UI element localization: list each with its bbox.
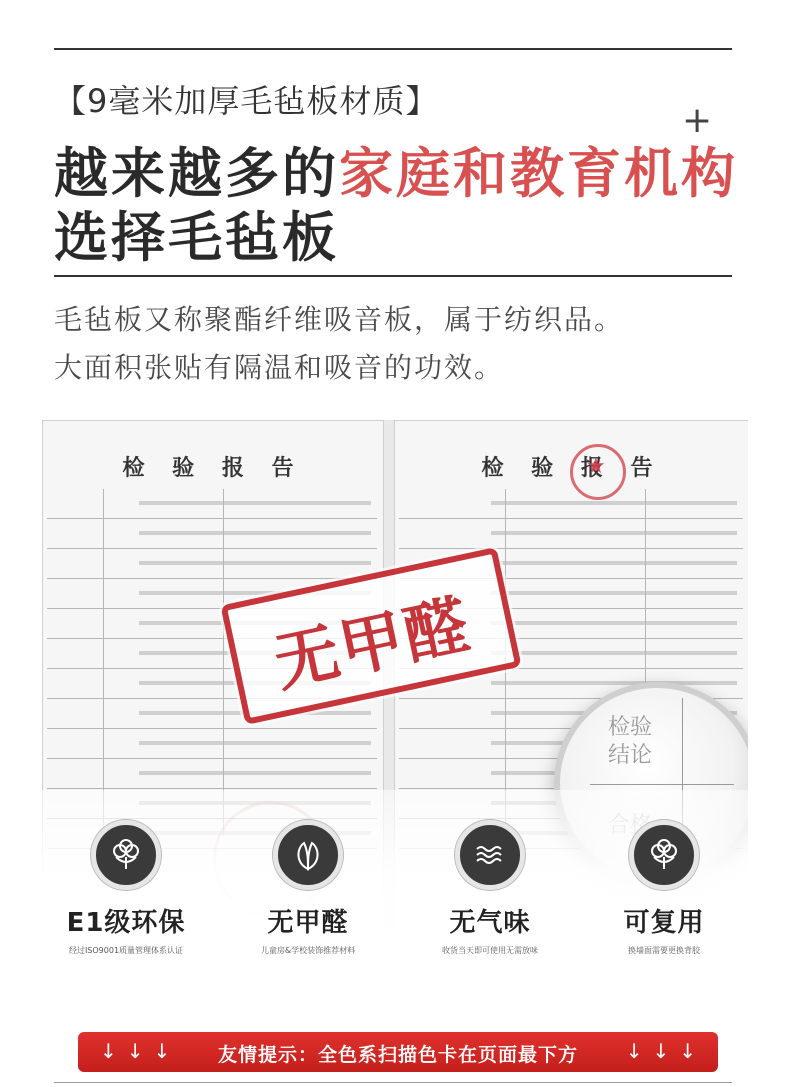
table-row — [47, 549, 377, 579]
headline-red-text: 家庭和教育机构 — [339, 141, 738, 205]
table-row — [399, 489, 743, 519]
headline-line-2: 选择毛毡板 — [54, 205, 339, 269]
feature-label: 无甲醛 — [267, 908, 349, 938]
tip-text: 友情提示：全色系扫描色卡在页面最下方 — [217, 1044, 578, 1066]
table-row — [47, 759, 377, 789]
waves-icon — [455, 820, 525, 890]
feature-sub: 换墙面需要更换背胶 — [628, 946, 700, 955]
middle-rule — [54, 275, 732, 277]
feature-item-no-formaldehyde — [224, 820, 392, 956]
table-row — [399, 519, 743, 549]
feature-label: 可复用 — [623, 908, 705, 938]
table-row — [47, 729, 377, 759]
description-line-1: 毛毡板又称聚酯纤维吸音板，属于纺织品。 — [54, 303, 625, 336]
down-arrows-icon: ↓↓↓ — [625, 1039, 706, 1063]
feature-list — [42, 820, 748, 970]
magnifier-label-line-1: 检验 — [608, 715, 653, 740]
feature-sub: 收货当天即可使用无需放味 — [442, 946, 538, 955]
top-rule — [54, 48, 732, 50]
cotton-icon — [629, 820, 699, 890]
feature-item-no-odor — [406, 820, 574, 956]
magnifier-label-line-2: 结论 — [608, 743, 653, 768]
headline-line-1 — [54, 141, 738, 205]
feature-item-e1 — [42, 820, 210, 956]
headline-black-text: 越来越多的 — [54, 141, 339, 205]
report-title-right: 检 验 报 告 — [481, 455, 663, 481]
feature-sub: 经过ISO9001质量管理体系认证 — [68, 946, 184, 955]
magnifier-grid-line — [590, 784, 734, 785]
feature-label: 无气味 — [449, 908, 531, 938]
feature-label: E1级环保 — [66, 908, 186, 938]
cotton-icon — [91, 820, 161, 890]
table-divider — [223, 489, 224, 836]
table-row — [47, 519, 377, 549]
leaf-icon — [273, 820, 343, 890]
description-line-2: 大面积张贴有隔温和吸音的功效。 — [54, 351, 505, 384]
magnifier-label — [608, 714, 652, 770]
report-title-left: 检 验 报 告 — [122, 455, 304, 481]
description — [54, 296, 624, 392]
bottom-rule — [54, 1082, 732, 1083]
feature-item-reusable — [580, 820, 748, 956]
plus-icon: + — [682, 100, 713, 141]
table-row — [47, 489, 377, 519]
feature-sub: 儿童房&学校装饰推荐材料 — [260, 946, 356, 955]
badge-text: 无甲醛 — [268, 588, 478, 702]
material-tag: 【9毫米加厚毛毡板材质】 — [54, 82, 439, 120]
color-card-tip-banner — [78, 1032, 718, 1072]
table-divider — [103, 489, 104, 836]
down-arrows-icon: ↓↓↓ — [100, 1039, 181, 1063]
